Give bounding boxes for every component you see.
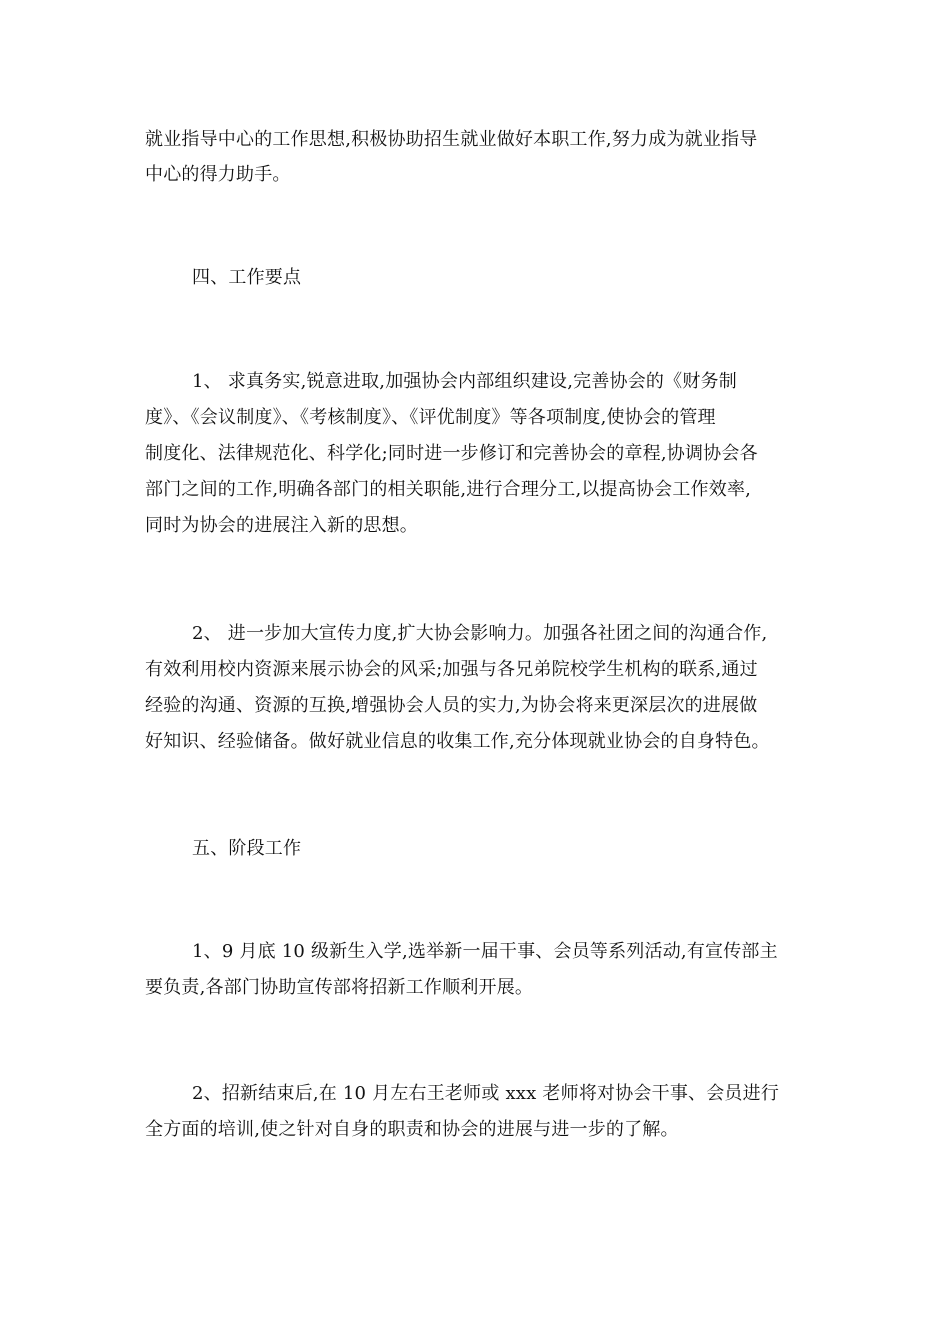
paragraph-line: 2、招新结束后,在 10 月左右王老师或 xxx 老师将对协会干事、会员进行: [192, 1083, 780, 1104]
paragraph-line: 1、9 月底 10 级新生入学,选举新一届干事、会员等系列活动,有宣传部主: [192, 941, 778, 962]
paragraph-line: 制度化、法律规范化、科学化;同时进一步修订和完善协会的章程,协调协会各: [145, 443, 758, 464]
paragraph-line: 度》、《会议制度》、《考核制度》、《评优制度》等各项制度,使协会的管理: [145, 407, 716, 428]
paragraph-line: 2、 进一步加大宣传力度,扩大协会影响力。加强各社团之间的沟通合作,: [192, 623, 768, 644]
paragraph-line: 好知识、经验储备。做好就业信息的收集工作,充分体现就业协会的自身特色。: [145, 731, 770, 752]
section-heading-four: 四、工作要点: [192, 267, 302, 288]
paragraph-line: 同时为协会的进展注入新的思想。: [145, 515, 418, 536]
paragraph-line: 就业指导中心的工作思想,积极协助招生就业做好本职工作,努力成为就业指导: [145, 129, 758, 150]
paragraph-line: 有效利用校内资源来展示协会的风采;加强与各兄弟院校学生机构的联系,通过: [145, 659, 758, 680]
paragraph-line: 全方面的培训,使之针对自身的职责和协会的进展与进一步的了解。: [145, 1119, 679, 1140]
paragraph-line: 中心的得力助手。: [145, 164, 291, 185]
paragraph-line: 1、 求真务实,锐意进取,加强协会内部组织建设,完善协会的《财务制: [192, 371, 737, 392]
paragraph-line: 部门之间的工作,明确各部门的相关职能,进行合理分工,以提高协会工作效率,: [145, 479, 752, 500]
section-heading-five: 五、阶段工作: [192, 838, 302, 859]
paragraph-line: 要负责,各部门协助宣传部将招新工作顺利开展。: [145, 977, 534, 998]
paragraph-line: 经验的沟通、资源的互换,增强协会人员的实力,为协会将来更深层次的进展做: [145, 695, 758, 716]
